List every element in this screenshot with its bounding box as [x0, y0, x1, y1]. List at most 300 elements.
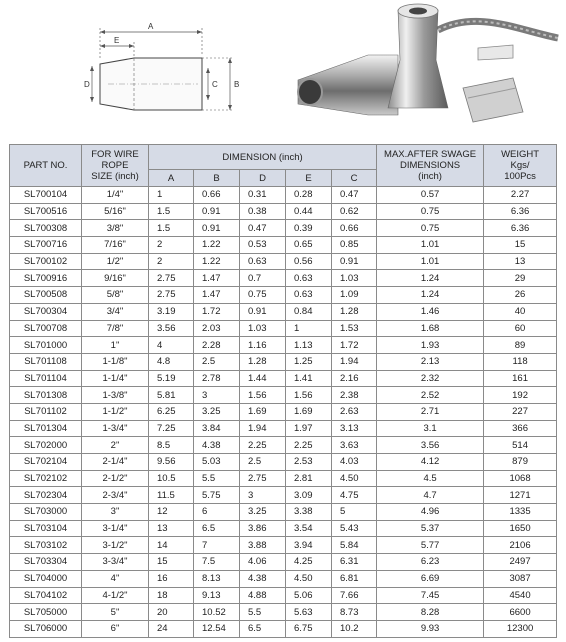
table-row	[10, 487, 557, 504]
weight-cell: 3087	[484, 570, 557, 587]
part-no-cell: SL702102	[10, 470, 82, 487]
dim-b-cell: 6.5	[194, 520, 240, 537]
max-swage-cell: 0.57	[377, 187, 484, 204]
table-row	[10, 403, 557, 420]
dim-e-cell: 0.63	[286, 287, 332, 304]
header-dim-e: E	[286, 170, 332, 187]
dim-c-cell: 1.28	[332, 303, 377, 320]
weight-cell: 227	[484, 403, 557, 420]
wire-size-cell: 5/16"	[82, 203, 149, 220]
part-no-cell: SL700304	[10, 303, 82, 320]
dim-b-cell: 1.47	[194, 287, 240, 304]
table-row	[10, 437, 557, 454]
wire-size-cell: 4-1/2"	[82, 587, 149, 604]
dim-a-cell: 10.5	[149, 470, 194, 487]
dim-b-cell: 5.03	[194, 454, 240, 471]
dim-a-cell: 2.75	[149, 270, 194, 287]
dim-e-cell: 1.25	[286, 353, 332, 370]
swage-sleeve-spec-table	[9, 144, 557, 638]
dim-b-cell: 2.5	[194, 353, 240, 370]
dim-e-cell: 2.25	[286, 437, 332, 454]
table-row	[10, 353, 557, 370]
header-max-after-swage	[377, 145, 484, 187]
wire-size-cell: 1-3/8"	[82, 387, 149, 404]
max-swage-cell: 8.28	[377, 604, 484, 621]
dim-d-cell: 4.88	[240, 587, 286, 604]
table-row	[10, 220, 557, 237]
dim-e-cell: 3.38	[286, 504, 332, 521]
weight-cell: 366	[484, 420, 557, 437]
header-area	[0, 0, 566, 143]
dim-a-cell: 18	[149, 587, 194, 604]
dim-b-cell: 1.22	[194, 237, 240, 254]
dim-c-cell: 0.62	[332, 203, 377, 220]
weight-cell: 6.36	[484, 203, 557, 220]
header-max-line1: MAX.AFTER SWAGE	[384, 149, 477, 160]
table-row	[10, 537, 557, 554]
dim-c-cell: 1.72	[332, 337, 377, 354]
header-dim-a: A	[149, 170, 194, 187]
wire-size-cell: 1-3/4"	[82, 420, 149, 437]
part-no-cell: SL702104	[10, 454, 82, 471]
dim-d-cell: 1.28	[240, 353, 286, 370]
dim-d-cell: 2.25	[240, 437, 286, 454]
dim-b-cell: 2.03	[194, 320, 240, 337]
wire-size-cell: 1/2"	[82, 253, 149, 270]
dim-b-cell: 0.66	[194, 187, 240, 204]
weight-cell: 1068	[484, 470, 557, 487]
max-swage-cell: 1.01	[377, 237, 484, 254]
dim-a-cell: 8.5	[149, 437, 194, 454]
table-row	[10, 504, 557, 521]
part-no-cell: SL700508	[10, 287, 82, 304]
dim-c-cell: 2.38	[332, 387, 377, 404]
dim-b-cell: 5.5	[194, 470, 240, 487]
max-swage-cell: 0.75	[377, 203, 484, 220]
dim-a-cell: 5.81	[149, 387, 194, 404]
table-row	[10, 237, 557, 254]
wire-size-cell: 3/4"	[82, 303, 149, 320]
dim-d-cell: 2.75	[240, 470, 286, 487]
weight-cell: 15	[484, 237, 557, 254]
label-b: B	[234, 80, 240, 89]
part-no-cell: SL703102	[10, 537, 82, 554]
weight-cell: 118	[484, 353, 557, 370]
part-no-cell: SL703104	[10, 520, 82, 537]
dim-b-cell: 12.54	[194, 620, 240, 637]
weight-cell: 879	[484, 454, 557, 471]
dim-a-cell: 7.25	[149, 420, 194, 437]
table-row	[10, 570, 557, 587]
max-swage-cell: 4.5	[377, 470, 484, 487]
dim-b-cell: 10.52	[194, 604, 240, 621]
dim-d-cell: 6.5	[240, 620, 286, 637]
dim-b-cell: 9.13	[194, 587, 240, 604]
dim-a-cell: 16	[149, 570, 194, 587]
weight-cell: 2.27	[484, 187, 557, 204]
dim-c-cell: 2.16	[332, 370, 377, 387]
max-swage-cell: 6.23	[377, 554, 484, 571]
max-swage-cell: 4.7	[377, 487, 484, 504]
max-swage-cell: 1.01	[377, 253, 484, 270]
max-swage-cell: 5.77	[377, 537, 484, 554]
dim-e-cell: 0.44	[286, 203, 332, 220]
dim-e-cell: 0.63	[286, 270, 332, 287]
dim-a-cell: 6.25	[149, 403, 194, 420]
dim-b-cell: 3.84	[194, 420, 240, 437]
dim-a-cell: 14	[149, 537, 194, 554]
max-swage-cell: 2.52	[377, 387, 484, 404]
dim-d-cell: 1.44	[240, 370, 286, 387]
dim-a-cell: 5.19	[149, 370, 194, 387]
max-swage-cell: 1.24	[377, 287, 484, 304]
table-row	[10, 187, 557, 204]
max-swage-cell: 6.69	[377, 570, 484, 587]
dim-d-cell: 1.69	[240, 403, 286, 420]
dim-c-cell: 8.73	[332, 604, 377, 621]
dim-d-cell: 3.86	[240, 520, 286, 537]
dim-e-cell: 5.63	[286, 604, 332, 621]
dim-e-cell: 6.75	[286, 620, 332, 637]
table-row	[10, 387, 557, 404]
weight-cell: 192	[484, 387, 557, 404]
header-max-line2: DIMENSIONS	[399, 160, 461, 171]
dim-c-cell: 0.91	[332, 253, 377, 270]
dim-e-cell: 1.13	[286, 337, 332, 354]
part-no-cell: SL700102	[10, 253, 82, 270]
dim-b-cell: 1.72	[194, 303, 240, 320]
wire-size-cell: 3-1/2"	[82, 537, 149, 554]
dim-e-cell: 1.97	[286, 420, 332, 437]
spec-table-body	[10, 187, 557, 638]
wire-size-cell: 1/4"	[82, 187, 149, 204]
wire-size-cell: 1-1/4"	[82, 370, 149, 387]
dim-e-cell: 4.50	[286, 570, 332, 587]
wire-size-cell: 3"	[82, 504, 149, 521]
dim-b-cell: 4.38	[194, 437, 240, 454]
dim-a-cell: 2.75	[149, 287, 194, 304]
part-no-cell: SL704102	[10, 587, 82, 604]
dim-d-cell: 0.7	[240, 270, 286, 287]
weight-cell: 2497	[484, 554, 557, 571]
label-d: D	[84, 80, 90, 89]
dim-c-cell: 5	[332, 504, 377, 521]
header-wire-rope-size	[82, 145, 149, 187]
dim-c-cell: 6.81	[332, 570, 377, 587]
sleeve-dimension-diagram	[80, 14, 260, 134]
wire-size-cell: 7/8"	[82, 320, 149, 337]
dim-e-cell: 3.94	[286, 537, 332, 554]
weight-cell: 6600	[484, 604, 557, 621]
dim-a-cell: 1	[149, 187, 194, 204]
dim-c-cell: 4.03	[332, 454, 377, 471]
table-row	[10, 303, 557, 320]
table-row	[10, 520, 557, 537]
max-swage-cell: 0.75	[377, 220, 484, 237]
dim-d-cell: 0.91	[240, 303, 286, 320]
dim-e-cell: 5.06	[286, 587, 332, 604]
wire-size-cell: 6"	[82, 620, 149, 637]
weight-cell: 89	[484, 337, 557, 354]
dim-b-cell: 6	[194, 504, 240, 521]
header-weight-line1: WEIGHT	[501, 149, 540, 160]
max-swage-cell: 5.37	[377, 520, 484, 537]
wire-size-cell: 3-1/4"	[82, 520, 149, 537]
wire-size-cell: 3-3/4"	[82, 554, 149, 571]
dim-a-cell: 4	[149, 337, 194, 354]
dim-b-cell: 0.91	[194, 220, 240, 237]
dim-d-cell: 1.56	[240, 387, 286, 404]
header-dimension: DIMENSION (inch)	[149, 145, 377, 170]
header-weight-line2: Kgs/	[510, 160, 530, 171]
dim-a-cell: 11.5	[149, 487, 194, 504]
wire-size-cell: 2"	[82, 437, 149, 454]
max-swage-cell: 2.71	[377, 403, 484, 420]
dim-b-cell: 3.25	[194, 403, 240, 420]
dim-d-cell: 0.75	[240, 287, 286, 304]
dim-c-cell: 1.09	[332, 287, 377, 304]
dim-a-cell: 12	[149, 504, 194, 521]
label-a: A	[148, 22, 154, 31]
dim-c-cell: 10.2	[332, 620, 377, 637]
dim-c-cell: 5.84	[332, 537, 377, 554]
weight-cell: 13	[484, 253, 557, 270]
dim-e-cell: 4.25	[286, 554, 332, 571]
header-wire-rope-line1: FOR WIRE	[91, 149, 139, 160]
header-dim-b: B	[194, 170, 240, 187]
weight-cell: 1271	[484, 487, 557, 504]
small-sleeve-piece	[478, 45, 513, 60]
max-swage-cell: 4.12	[377, 454, 484, 471]
flat-sleeve-piece	[463, 78, 523, 122]
part-no-cell: SL704000	[10, 570, 82, 587]
wire-size-cell: 1"	[82, 337, 149, 354]
wire-size-cell: 4"	[82, 570, 149, 587]
header-weight-line3: 100Pcs	[504, 171, 536, 182]
dim-e-cell: 0.65	[286, 237, 332, 254]
dim-c-cell: 4.50	[332, 470, 377, 487]
dim-a-cell: 2	[149, 253, 194, 270]
dim-c-cell: 0.47	[332, 187, 377, 204]
dim-d-cell: 2.5	[240, 454, 286, 471]
weight-cell: 1335	[484, 504, 557, 521]
wire-size-cell: 5/8"	[82, 287, 149, 304]
table-row	[10, 203, 557, 220]
dim-a-cell: 4.8	[149, 353, 194, 370]
dim-c-cell: 6.31	[332, 554, 377, 571]
dim-d-cell: 4.38	[240, 570, 286, 587]
wire-size-cell: 1-1/8"	[82, 353, 149, 370]
weight-cell: 1650	[484, 520, 557, 537]
dim-d-cell: 1.03	[240, 320, 286, 337]
table-row	[10, 337, 557, 354]
part-no-cell: SL701000	[10, 337, 82, 354]
dim-d-cell: 0.38	[240, 203, 286, 220]
weight-cell: 514	[484, 437, 557, 454]
weight-cell: 12300	[484, 620, 557, 637]
dim-c-cell: 1.03	[332, 270, 377, 287]
dim-e-cell: 0.39	[286, 220, 332, 237]
dim-d-cell: 0.53	[240, 237, 286, 254]
part-no-cell: SL700516	[10, 203, 82, 220]
dim-b-cell: 8.13	[194, 570, 240, 587]
dim-b-cell: 1.22	[194, 253, 240, 270]
part-no-cell: SL705000	[10, 604, 82, 621]
max-swage-cell: 3.1	[377, 420, 484, 437]
max-swage-cell: 2.13	[377, 353, 484, 370]
dim-d-cell: 0.47	[240, 220, 286, 237]
max-swage-cell: 1.24	[377, 270, 484, 287]
dim-d-cell: 3.25	[240, 504, 286, 521]
wire-size-cell: 5"	[82, 604, 149, 621]
dim-e-cell: 1.41	[286, 370, 332, 387]
table-row	[10, 587, 557, 604]
max-swage-cell: 3.56	[377, 437, 484, 454]
table-row	[10, 253, 557, 270]
label-e: E	[114, 36, 120, 45]
weight-cell: 26	[484, 287, 557, 304]
dim-e-cell: 0.56	[286, 253, 332, 270]
table-row	[10, 270, 557, 287]
wire-size-cell: 1-1/2"	[82, 403, 149, 420]
header-dim-c: C	[332, 170, 377, 187]
dim-a-cell: 3.19	[149, 303, 194, 320]
dim-c-cell: 5.43	[332, 520, 377, 537]
dim-b-cell: 5.75	[194, 487, 240, 504]
dim-c-cell: 3.13	[332, 420, 377, 437]
part-no-cell: SL703304	[10, 554, 82, 571]
max-swage-cell: 1.93	[377, 337, 484, 354]
dim-a-cell: 1.5	[149, 220, 194, 237]
dim-e-cell: 3.54	[286, 520, 332, 537]
dim-d-cell: 3	[240, 487, 286, 504]
dim-c-cell: 1.53	[332, 320, 377, 337]
dim-e-cell: 2.81	[286, 470, 332, 487]
dim-d-cell: 1.16	[240, 337, 286, 354]
header-wire-rope-line3: SIZE (inch)	[91, 171, 139, 182]
table-row	[10, 420, 557, 437]
dim-e-cell: 0.84	[286, 303, 332, 320]
dim-d-cell: 5.5	[240, 604, 286, 621]
table-row	[10, 470, 557, 487]
part-no-cell: SL703000	[10, 504, 82, 521]
dim-c-cell: 1.94	[332, 353, 377, 370]
part-no-cell: SL702000	[10, 437, 82, 454]
dim-b-cell: 7.5	[194, 554, 240, 571]
wire-size-cell: 7/16"	[82, 237, 149, 254]
dim-d-cell: 0.63	[240, 253, 286, 270]
weight-cell: 6.36	[484, 220, 557, 237]
max-swage-cell: 1.68	[377, 320, 484, 337]
dim-e-cell: 1.69	[286, 403, 332, 420]
weight-cell: 40	[484, 303, 557, 320]
dim-c-cell: 0.85	[332, 237, 377, 254]
dim-e-cell: 1	[286, 320, 332, 337]
weight-cell: 60	[484, 320, 557, 337]
header-max-line3: (inch)	[418, 171, 442, 182]
max-swage-cell: 9.93	[377, 620, 484, 637]
dim-a-cell: 3.56	[149, 320, 194, 337]
part-no-cell: SL701104	[10, 370, 82, 387]
table-row	[10, 554, 557, 571]
table-row	[10, 454, 557, 471]
dim-a-cell: 13	[149, 520, 194, 537]
part-no-cell: SL700716	[10, 237, 82, 254]
max-swage-cell: 7.45	[377, 587, 484, 604]
wire-size-cell: 2-1/2"	[82, 470, 149, 487]
wire-size-cell: 9/16"	[82, 270, 149, 287]
header-wire-rope-line2: ROPE	[101, 160, 129, 171]
dim-c-cell: 4.75	[332, 487, 377, 504]
dim-d-cell: 3.88	[240, 537, 286, 554]
dim-e-cell: 2.53	[286, 454, 332, 471]
table-row	[10, 604, 557, 621]
dim-c-cell: 7.66	[332, 587, 377, 604]
dim-b-cell: 3	[194, 387, 240, 404]
part-no-cell: SL706000	[10, 620, 82, 637]
header-weight	[484, 145, 557, 187]
table-row	[10, 370, 557, 387]
dim-b-cell: 1.47	[194, 270, 240, 287]
weight-cell: 4540	[484, 587, 557, 604]
dim-e-cell: 3.09	[286, 487, 332, 504]
dim-c-cell: 0.66	[332, 220, 377, 237]
part-no-cell: SL700916	[10, 270, 82, 287]
part-no-cell: SL701304	[10, 420, 82, 437]
wire-size-cell: 2-3/4"	[82, 487, 149, 504]
table-row	[10, 320, 557, 337]
dim-d-cell: 0.31	[240, 187, 286, 204]
dim-b-cell: 2.78	[194, 370, 240, 387]
dim-a-cell: 2	[149, 237, 194, 254]
dim-c-cell: 3.63	[332, 437, 377, 454]
dim-a-cell: 9.56	[149, 454, 194, 471]
wire-size-cell: 2-1/4"	[82, 454, 149, 471]
dim-a-cell: 1.5	[149, 203, 194, 220]
header-dim-d: D	[240, 170, 286, 187]
max-swage-cell: 4.96	[377, 504, 484, 521]
max-swage-cell: 2.32	[377, 370, 484, 387]
part-no-cell: SL700708	[10, 320, 82, 337]
dim-d-cell: 4.06	[240, 554, 286, 571]
part-no-cell: SL701308	[10, 387, 82, 404]
part-no-cell: SL702304	[10, 487, 82, 504]
table-row	[10, 287, 557, 304]
dim-a-cell: 20	[149, 604, 194, 621]
label-c: C	[212, 80, 218, 89]
weight-cell: 29	[484, 270, 557, 287]
dim-b-cell: 0.91	[194, 203, 240, 220]
dim-a-cell: 15	[149, 554, 194, 571]
header-part-no: PART NO.	[10, 145, 82, 187]
table-row	[10, 620, 557, 637]
dim-e-cell: 0.28	[286, 187, 332, 204]
part-no-cell: SL701108	[10, 353, 82, 370]
product-photo	[288, 0, 566, 140]
dim-c-cell: 2.63	[332, 403, 377, 420]
max-swage-cell: 1.46	[377, 303, 484, 320]
weight-cell: 161	[484, 370, 557, 387]
dim-a-cell: 24	[149, 620, 194, 637]
dim-b-cell: 2.28	[194, 337, 240, 354]
dim-e-cell: 1.56	[286, 387, 332, 404]
dim-b-cell: 7	[194, 537, 240, 554]
dim-d-cell: 1.94	[240, 420, 286, 437]
part-no-cell: SL700104	[10, 187, 82, 204]
part-no-cell: SL700308	[10, 220, 82, 237]
wire-size-cell: 3/8"	[82, 220, 149, 237]
part-no-cell: SL701102	[10, 403, 82, 420]
